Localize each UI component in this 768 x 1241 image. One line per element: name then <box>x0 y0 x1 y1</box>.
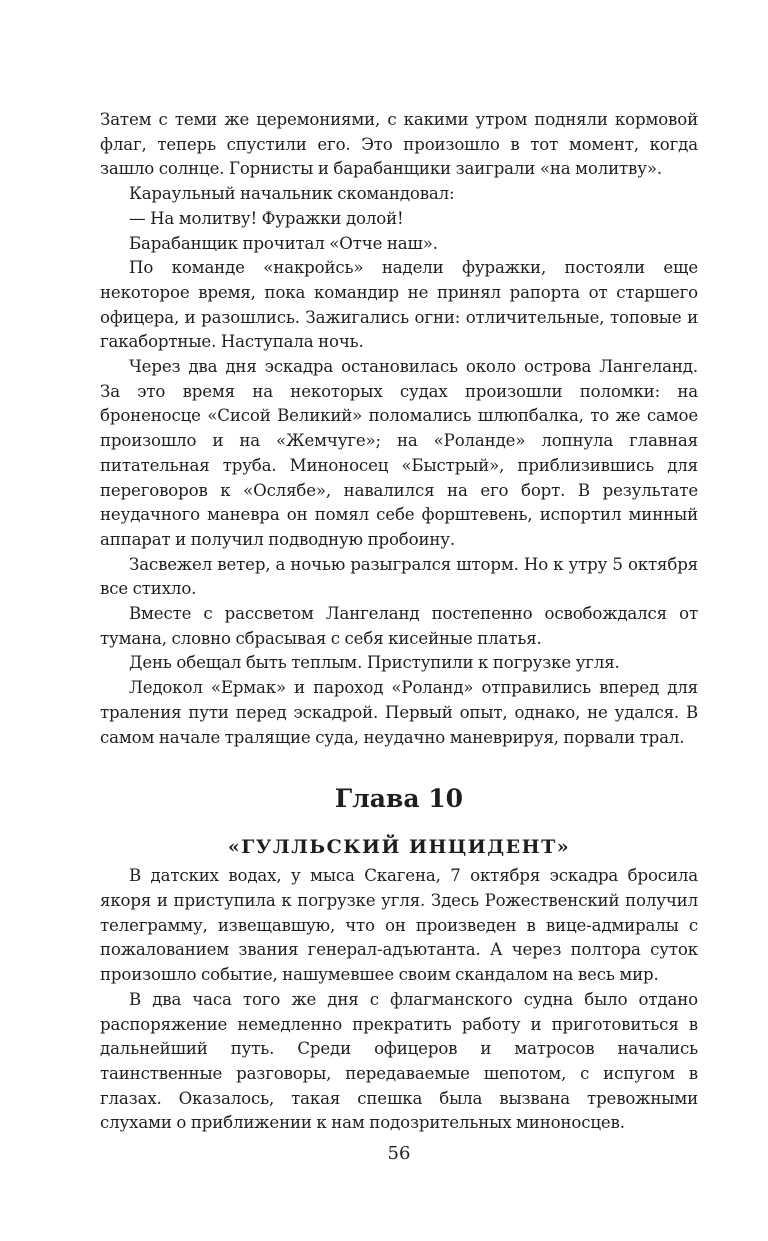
paragraph: Ледокол «Ермак» и пароход «Роланд» отправились вперед для траления пути перед эскадрой. Первый опыт, однако, не удался. В самом начале тралящие суда, неудачно маневрируя, порвали трал. <box>100 678 698 747</box>
page-body <box>100 108 698 1136</box>
chapter-title: Глава 10 <box>334 784 464 814</box>
paragraph: В два часа того же дня с флагманского судна было отдано распоряжение немедленно прекратить работу и приготовиться в дальнейший путь. Среди офицеров и матросов начались таинственные разговоры, передаваемые шепотом, с испугом в глазах. Оказалось, такая спешка была вызвана тревожными слухами о приближении к нам подозрительных миноносцев. <box>100 989 698 1133</box>
paragraph: Барабанщик прочитал «Отче наш». <box>129 233 438 253</box>
paragraph: Через два дня эскадра остановилась около острова Лангеланд. За это время на некоторых судах произошли поломки: на броненосце «Сисой Великий» поломались шлюпбалка, то же самое произошло и на «Жемчуге»; на «Роланде» лопнула главная питательная труба. Миноносец «Быстрый», приблизившись для переговоров к «Ослябе», навалился на его борт. В результате неудачного маневра он помял себе форштевень, испортил минный аппарат и получил подводную пробоину. <box>100 357 698 549</box>
paragraph: Затем с теми же церемониями, с какими утром подняли кормовой флаг, теперь спустили его. Это произошло в тот момент, когда зашло солнце. Горнисты и барабанщики заиграли «на молитву». <box>100 110 698 179</box>
text-block-top <box>100 108 698 750</box>
paragraph: День обещал быть теплым. Приступили к погрузке угля. <box>129 653 620 673</box>
paragraph: — На молитву! Фуражки долой! <box>129 208 404 228</box>
paragraph: В датских водах, у мыса Скагена, 7 октября эскадра бросила якоря и приступила к погрузке угля. Здесь Рожественский получил телеграмму, извещавшую, что он произведен в вице-адмиралы с пожалованием звания генерал-адъютанта. А через полтора суток произошло событие, нашумевшее своим скандалом на весь мир. <box>100 866 698 985</box>
paragraph: По команде «накройсь» надели фуражки, постояли еще некоторое время, пока командир не принял рапорта от старшего офицера, и разошлись. Зажигались огни: отличительные, топовые и гакабортные. Наступала ночь. <box>100 258 698 352</box>
page-number: 56 <box>387 1143 411 1164</box>
paragraph: Засвежел ветер, а ночью разыгрался шторм. Но к утру 5 октября все стихло. <box>100 554 698 599</box>
paragraph: Караульный начальник скомандовал: <box>129 184 455 204</box>
chapter-subtitle: «ГУЛЛЬСКИЙ ИНЦИДЕНТ» <box>227 836 571 859</box>
paragraph: Вместе с рассветом Лангеланд постепенно освобождался от тумана, словно сбрасывая с себя кисейные платья. <box>100 604 698 648</box>
text-block-bottom <box>100 864 698 1136</box>
